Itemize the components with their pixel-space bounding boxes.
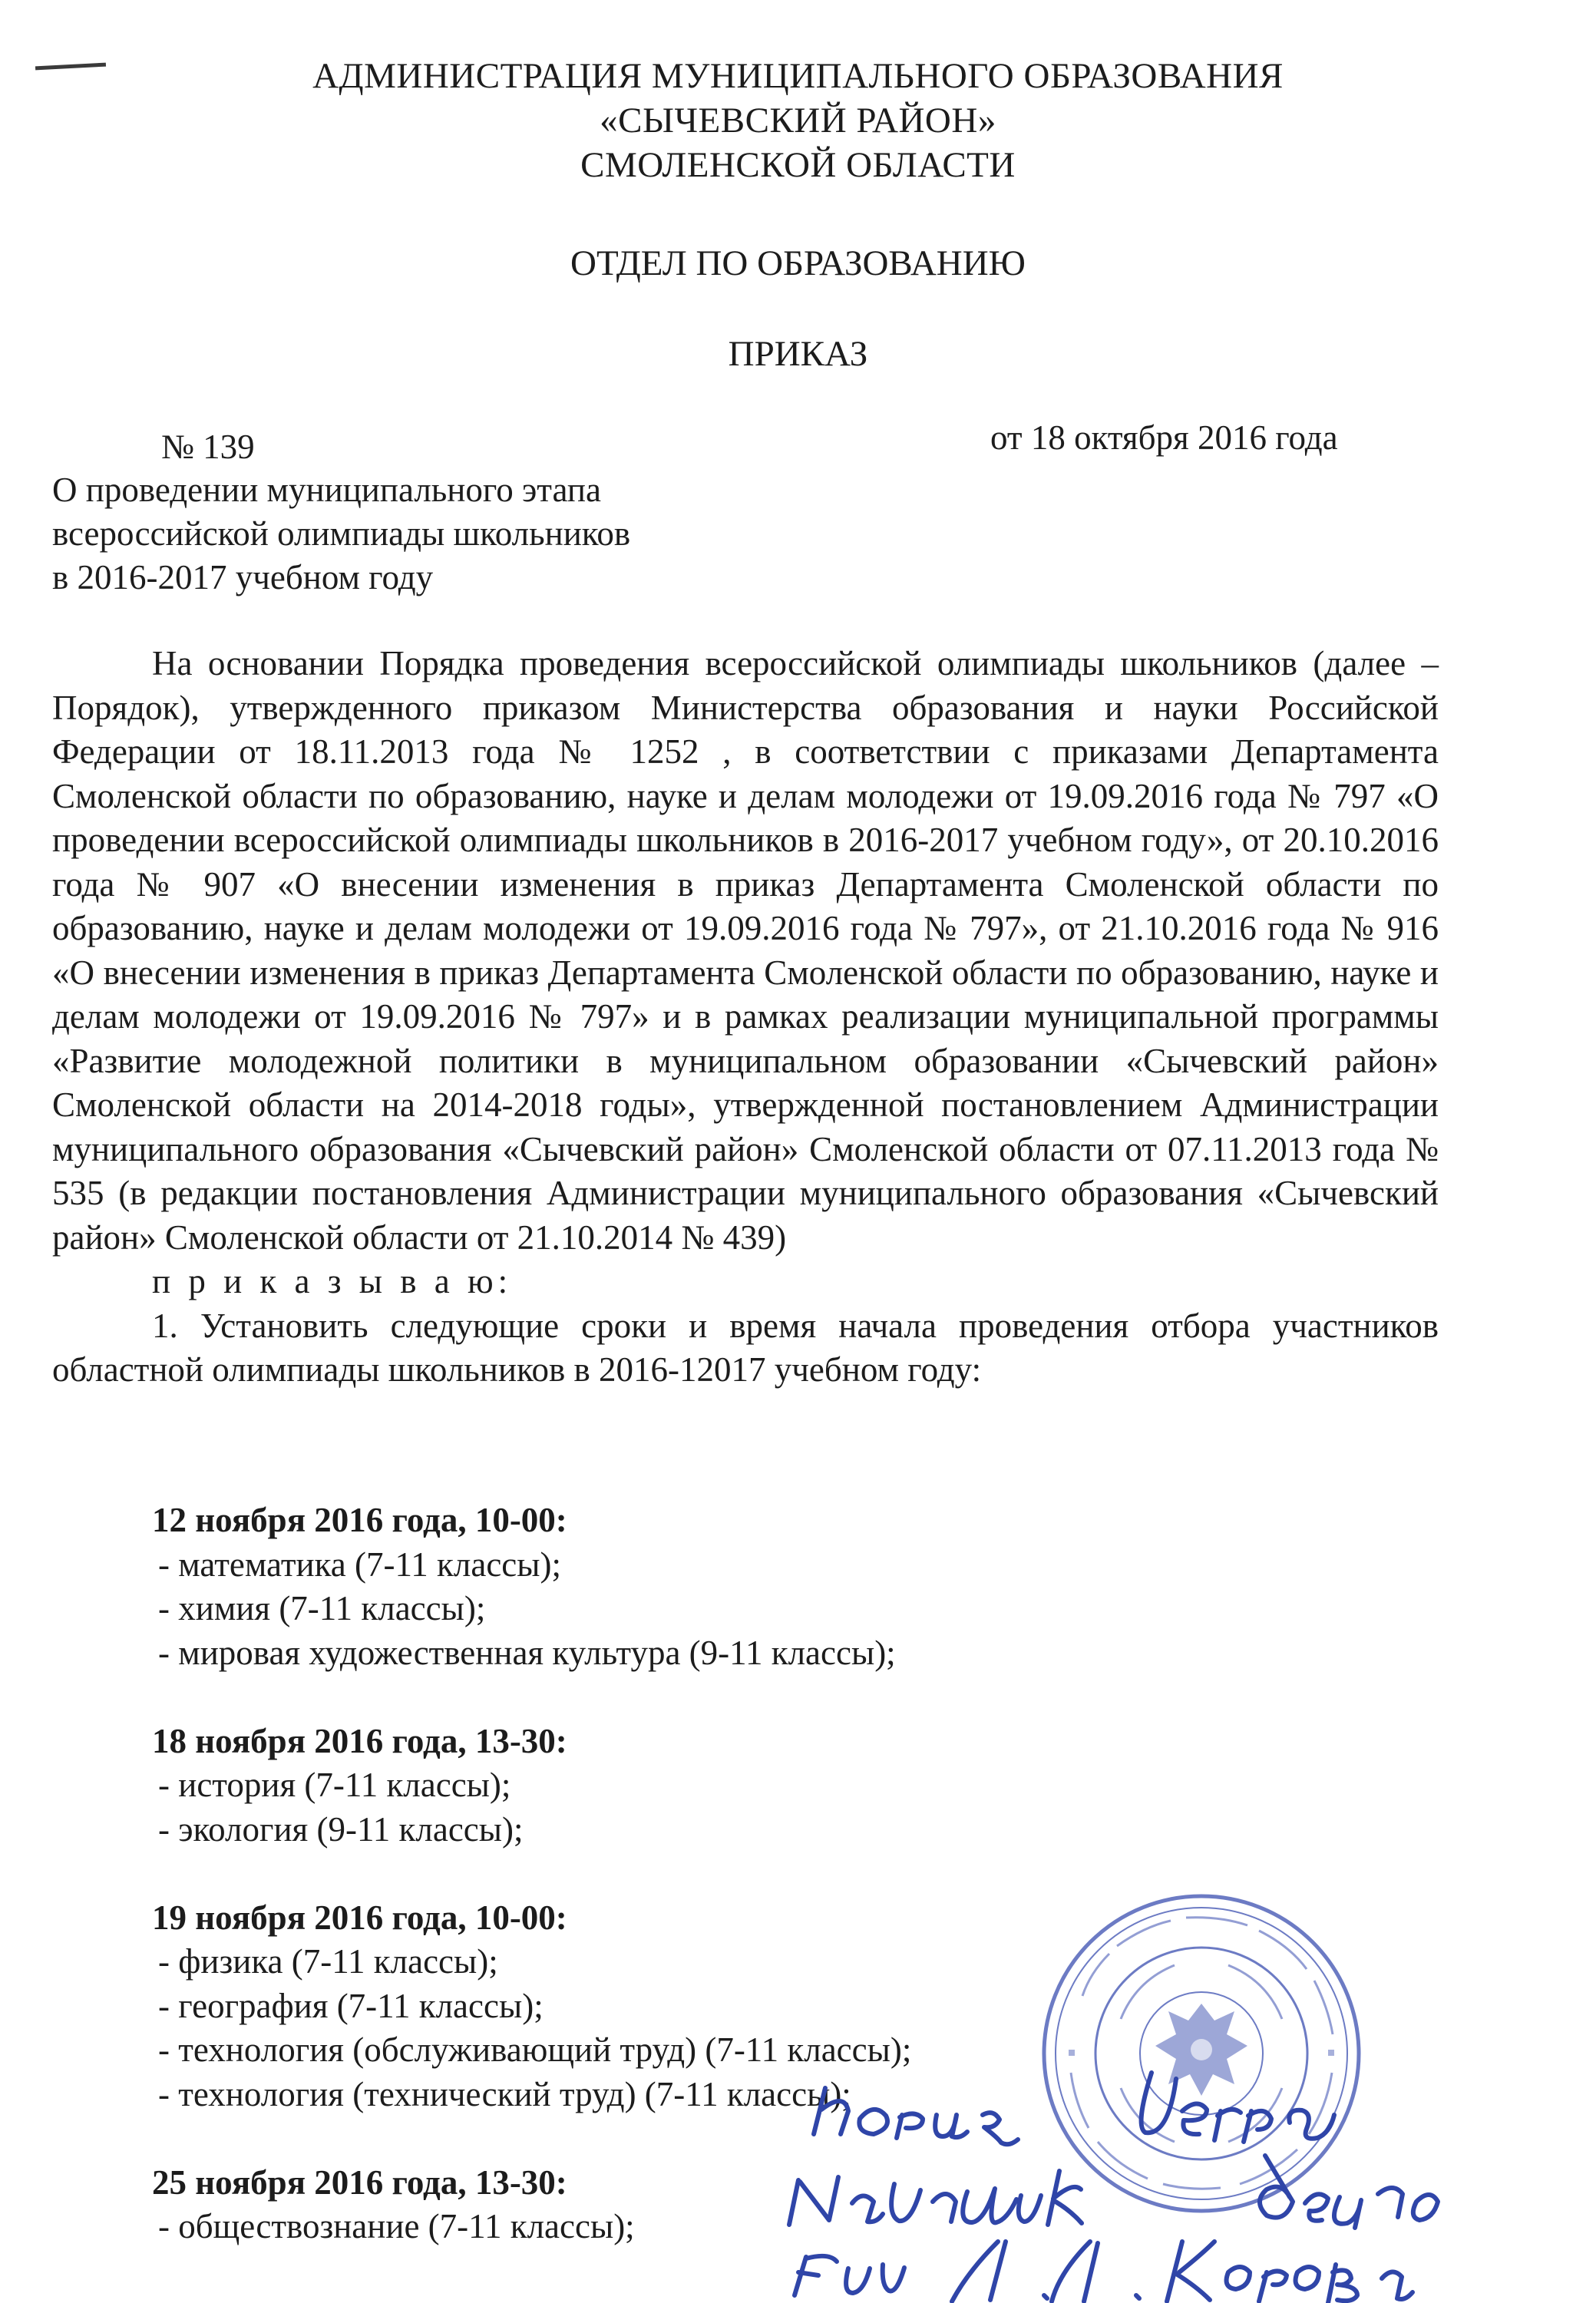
subject-line-3: в 2016-2017 учебном году bbox=[52, 558, 434, 596]
document-body bbox=[52, 642, 1439, 1393]
department-title: ОТДЕЛ ПО ОБРАЗОВАНИЮ bbox=[570, 243, 1026, 283]
schedule-date: 19 ноября 2016 года, 10-00: bbox=[152, 1898, 567, 1937]
order-word: п р и к а з ы в а ю: bbox=[152, 1262, 513, 1300]
subject-line-2: всероссийской олимпиады школьников bbox=[52, 514, 631, 553]
header-line-2: «СЫЧЕВСКИЙ РАЙОН» bbox=[600, 101, 996, 140]
header-line-3: СМОЛЕНСКОЙ ОБЛАСТИ bbox=[580, 145, 1016, 185]
order-number: № 139 bbox=[161, 428, 255, 466]
schedule-subject: - технология (обслуживающий труд) (7-11 классы); bbox=[158, 2030, 912, 2069]
document-header bbox=[0, 54, 1596, 187]
schedule-date: 18 ноября 2016 года, 13-30: bbox=[152, 1721, 567, 1760]
order-title: ПРИКАЗ bbox=[728, 334, 868, 374]
schedule-subject: - технология (технический труд) (7-11 классы); bbox=[158, 2074, 851, 2113]
schedule-subject: - математика (7-11 классы); bbox=[158, 1545, 561, 1584]
schedule-subject: - мировая художественная культура (9-11 классы); bbox=[158, 1633, 896, 1672]
schedule-subject: - история (7-11 классы); bbox=[158, 1766, 511, 1804]
order-subject bbox=[52, 468, 728, 600]
handwritten-signature-icon bbox=[752, 2019, 1596, 2303]
schedule-date: 12 ноября 2016 года, 10-00: bbox=[152, 1501, 567, 1539]
subject-line-1: О проведении муниципального этапа bbox=[52, 471, 601, 509]
schedule-group bbox=[152, 1498, 1150, 1675]
schedule-subject: - физика (7-11 классы); bbox=[158, 1942, 498, 1981]
schedule-subject: - экология (9-11 классы); bbox=[158, 1809, 524, 1849]
schedule-date: 25 ноября 2016 года, 13-30: bbox=[152, 2163, 567, 2202]
schedule-subject: - химия (7-11 классы); bbox=[158, 1589, 486, 1627]
schedule-subject: - география (7-11 классы); bbox=[158, 1986, 544, 2025]
schedule-group bbox=[152, 1720, 1150, 1852]
item-1-paragraph: 1. Установить следующие сроки и время начала проведения отбора участников областной олимпиады школьников в 2016-12017 учебном году: bbox=[52, 1306, 1439, 1389]
order-date: от 18 октября 2016 года bbox=[990, 418, 1338, 457]
schedule-subject: - обществознание (7-11 классы); bbox=[158, 2207, 635, 2245]
preamble-paragraph: На основании Порядка проведения всероссийской олимпиады школьников (далее – Порядок), утвержденного приказом Министерства образования и науки Российской Федерации от 18.11.2013 года № 1252 , в соответствии с приказами Департамента Смоленской области по образованию, науке и делам молодежи от 19.09.2016 года № 797 «О проведении всероссийской олимпиады школьников в 2016-2017 учебном году», от 20.10.2016 года № 907 «О внесении изменения в приказ Департамента Смоленской области по образованию, науке и делам молодежи от 19.09.2016 года № 797», от 21.10.2016 года № 916 «О внесении изменения в приказ Департамента Смоленской области по образованию, науке и делам молодежи от 19.09.2016 № 797» и в рамках реализации муниципальной программы «Развитие молодежной политики в муниципальном образовании «Сычевский район» Смоленской области на 2014-2018 годы», утвержденной постановлением Администрации муниципального образования «Сычевский район» Смоленской области от 07.11.2013 года № 535 (в редакции постановления Администрации муниципального образования «Сычевский район» Смоленской области от 21.10.2014 № 439) bbox=[52, 644, 1439, 1257]
header-line-1: АДМИНИСТРАЦИЯ МУНИЦИПАЛЬНОГО ОБРАЗОВАНИЯ bbox=[312, 56, 1284, 96]
